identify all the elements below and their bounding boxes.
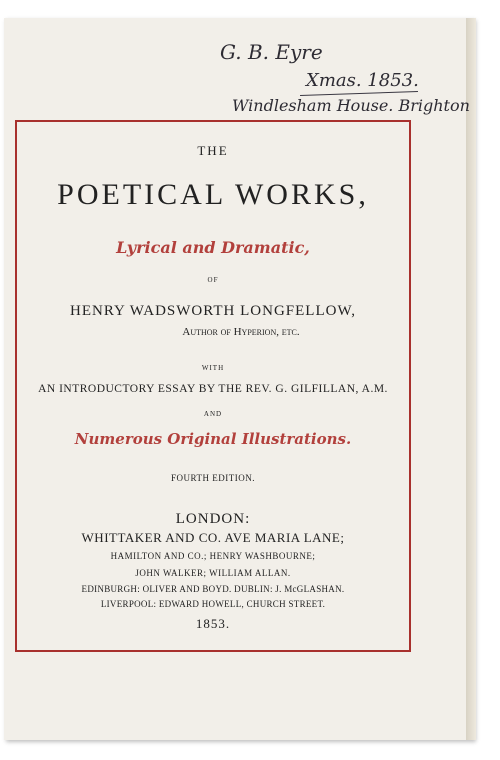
publisher-line-5: LIVERPOOL: EDWARD HOWELL, CHURCH STREET. <box>100 599 326 609</box>
publisher-line-4: EDINBURGH: OLIVER AND BOYD. DUBLIN: J. McGLASHAN. <box>81 584 345 594</box>
handwritten-date: Xmas. 1853. <box>306 70 419 91</box>
publisher-line-3: JOHN WALKER; WILLIAM ALLAN. <box>135 568 291 578</box>
edition-line: FOURTH EDITION. <box>171 473 255 483</box>
author-note: Author of Hyperion, etc. <box>182 326 300 338</box>
introductory-essay-line: AN INTRODUCTORY ESSAY BY THE REV. G. GILFILLAN, A.M. <box>38 383 388 395</box>
title-the: THE <box>197 143 229 158</box>
illustrations-line: Numerous Original Illustrations. <box>74 430 352 448</box>
publication-year: 1853. <box>195 616 231 631</box>
word-with: WITH <box>201 364 225 372</box>
word-and: AND <box>203 410 223 418</box>
handwritten-address: Windlesham House. Brighton <box>232 96 470 115</box>
handwritten-owner-name: G. B. Eyre <box>220 40 323 64</box>
word-of: OF <box>207 276 219 284</box>
imprint-city: LONDON: <box>175 511 251 527</box>
publisher-line-2: HAMILTON AND CO.; HENRY WASHBOURNE; <box>110 551 316 561</box>
book-title: POETICAL WORKS, <box>57 178 369 211</box>
page-edge <box>466 18 476 740</box>
publisher-line: WHITTAKER AND CO. AVE MARIA LANE; <box>81 530 345 545</box>
author-name: HENRY WADSWORTH LONGFELLOW, <box>70 303 356 319</box>
book-subtitle: Lyrical and Dramatic, <box>116 238 310 257</box>
